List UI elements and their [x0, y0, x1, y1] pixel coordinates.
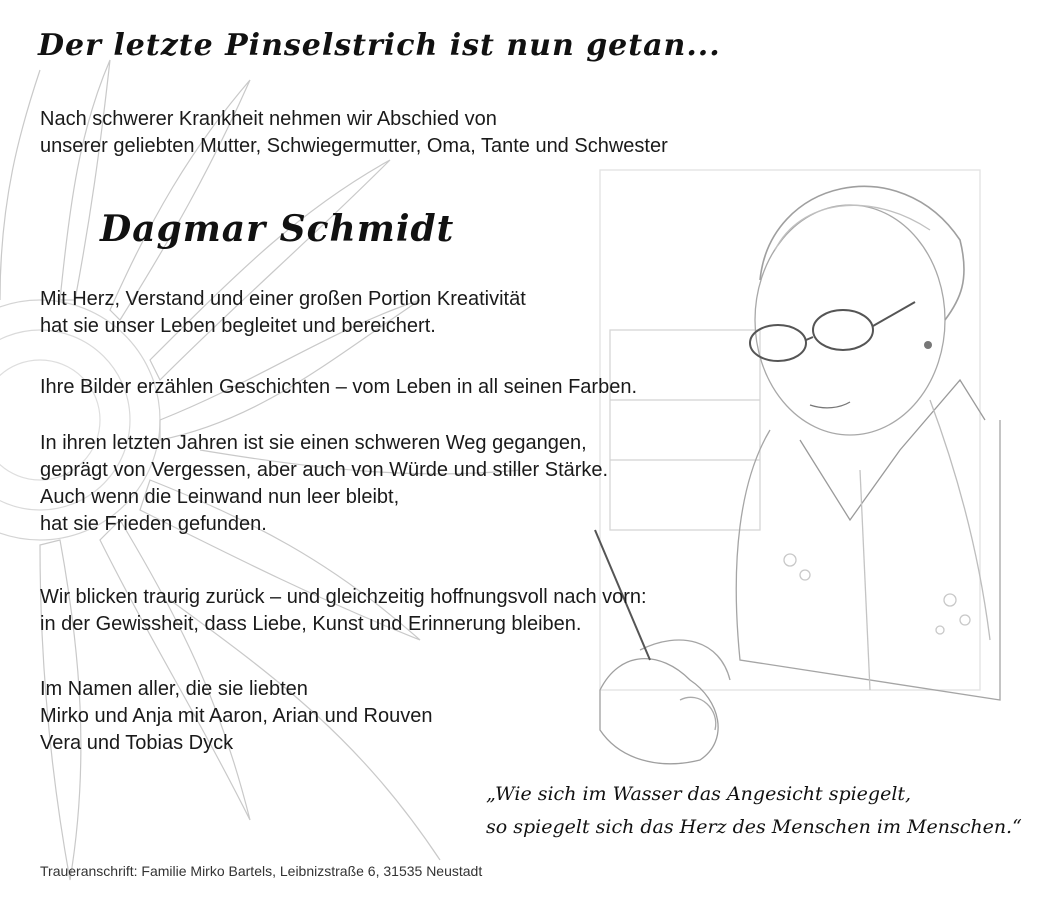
- deceased-name: Dagmar Schmidt: [100, 208, 455, 250]
- signature-block: [40, 676, 432, 757]
- paragraph-2: [40, 374, 637, 401]
- paragraph-line: Mit Herz, Verstand und einer großen Portion Kreativität: [40, 288, 526, 310]
- portrait-sketch: [595, 170, 1000, 764]
- signature-line: Mirko und Anja mit Aaron, Arian und Rouven: [40, 705, 433, 727]
- paragraph-line: geprägt von Vergessen, aber auch von Würde und stiller Stärke.: [40, 459, 609, 481]
- paragraph-line: In ihren letzten Jahren ist sie einen schweren Weg gegangen,: [40, 432, 587, 454]
- paragraph-line: in der Gewissheit, dass Liebe, Kunst und Erinnerung bleiben.: [40, 613, 582, 635]
- paragraph-3: [40, 430, 608, 538]
- headline: Der letzte Pinselstrich ist nun getan...: [38, 28, 721, 63]
- intro-line: Nach schwerer Krankheit nehmen wir Abschied von: [40, 108, 497, 130]
- paragraph-1: [40, 286, 526, 340]
- quote-line: „Wie sich im Wasser das Angesicht spiegelt,: [486, 783, 912, 805]
- signature-line: Vera und Tobias Dyck: [40, 732, 234, 754]
- quote-line: so spiegelt sich das Herz des Menschen im Menschen.“: [486, 816, 1022, 838]
- paragraph-line: hat sie unser Leben begleitet und bereichert.: [40, 315, 436, 337]
- paragraph-line: Auch wenn die Leinwand nun leer bleibt,: [40, 486, 400, 508]
- mourning-address: Traueranschrift: Familie Mirko Bartels, Leibnizstraße 6, 31535 Neustadt: [40, 863, 483, 879]
- paragraph-4: [40, 584, 647, 638]
- paragraph-line: hat sie Frieden gefunden.: [40, 513, 267, 535]
- intro-line: unserer geliebten Mutter, Schwiegermutter, Oma, Tante und Schwester: [40, 135, 668, 157]
- intro-text: [40, 106, 668, 160]
- closing-quote: [486, 778, 1022, 844]
- paragraph-line: Wir blicken traurig zurück – und gleichzeitig hoffnungsvoll nach vorn:: [40, 586, 647, 608]
- signature-line: Im Namen aller, die sie liebten: [40, 678, 308, 700]
- paragraph-line: Ihre Bilder erzählen Geschichten – vom Leben in all seinen Farben.: [40, 376, 638, 398]
